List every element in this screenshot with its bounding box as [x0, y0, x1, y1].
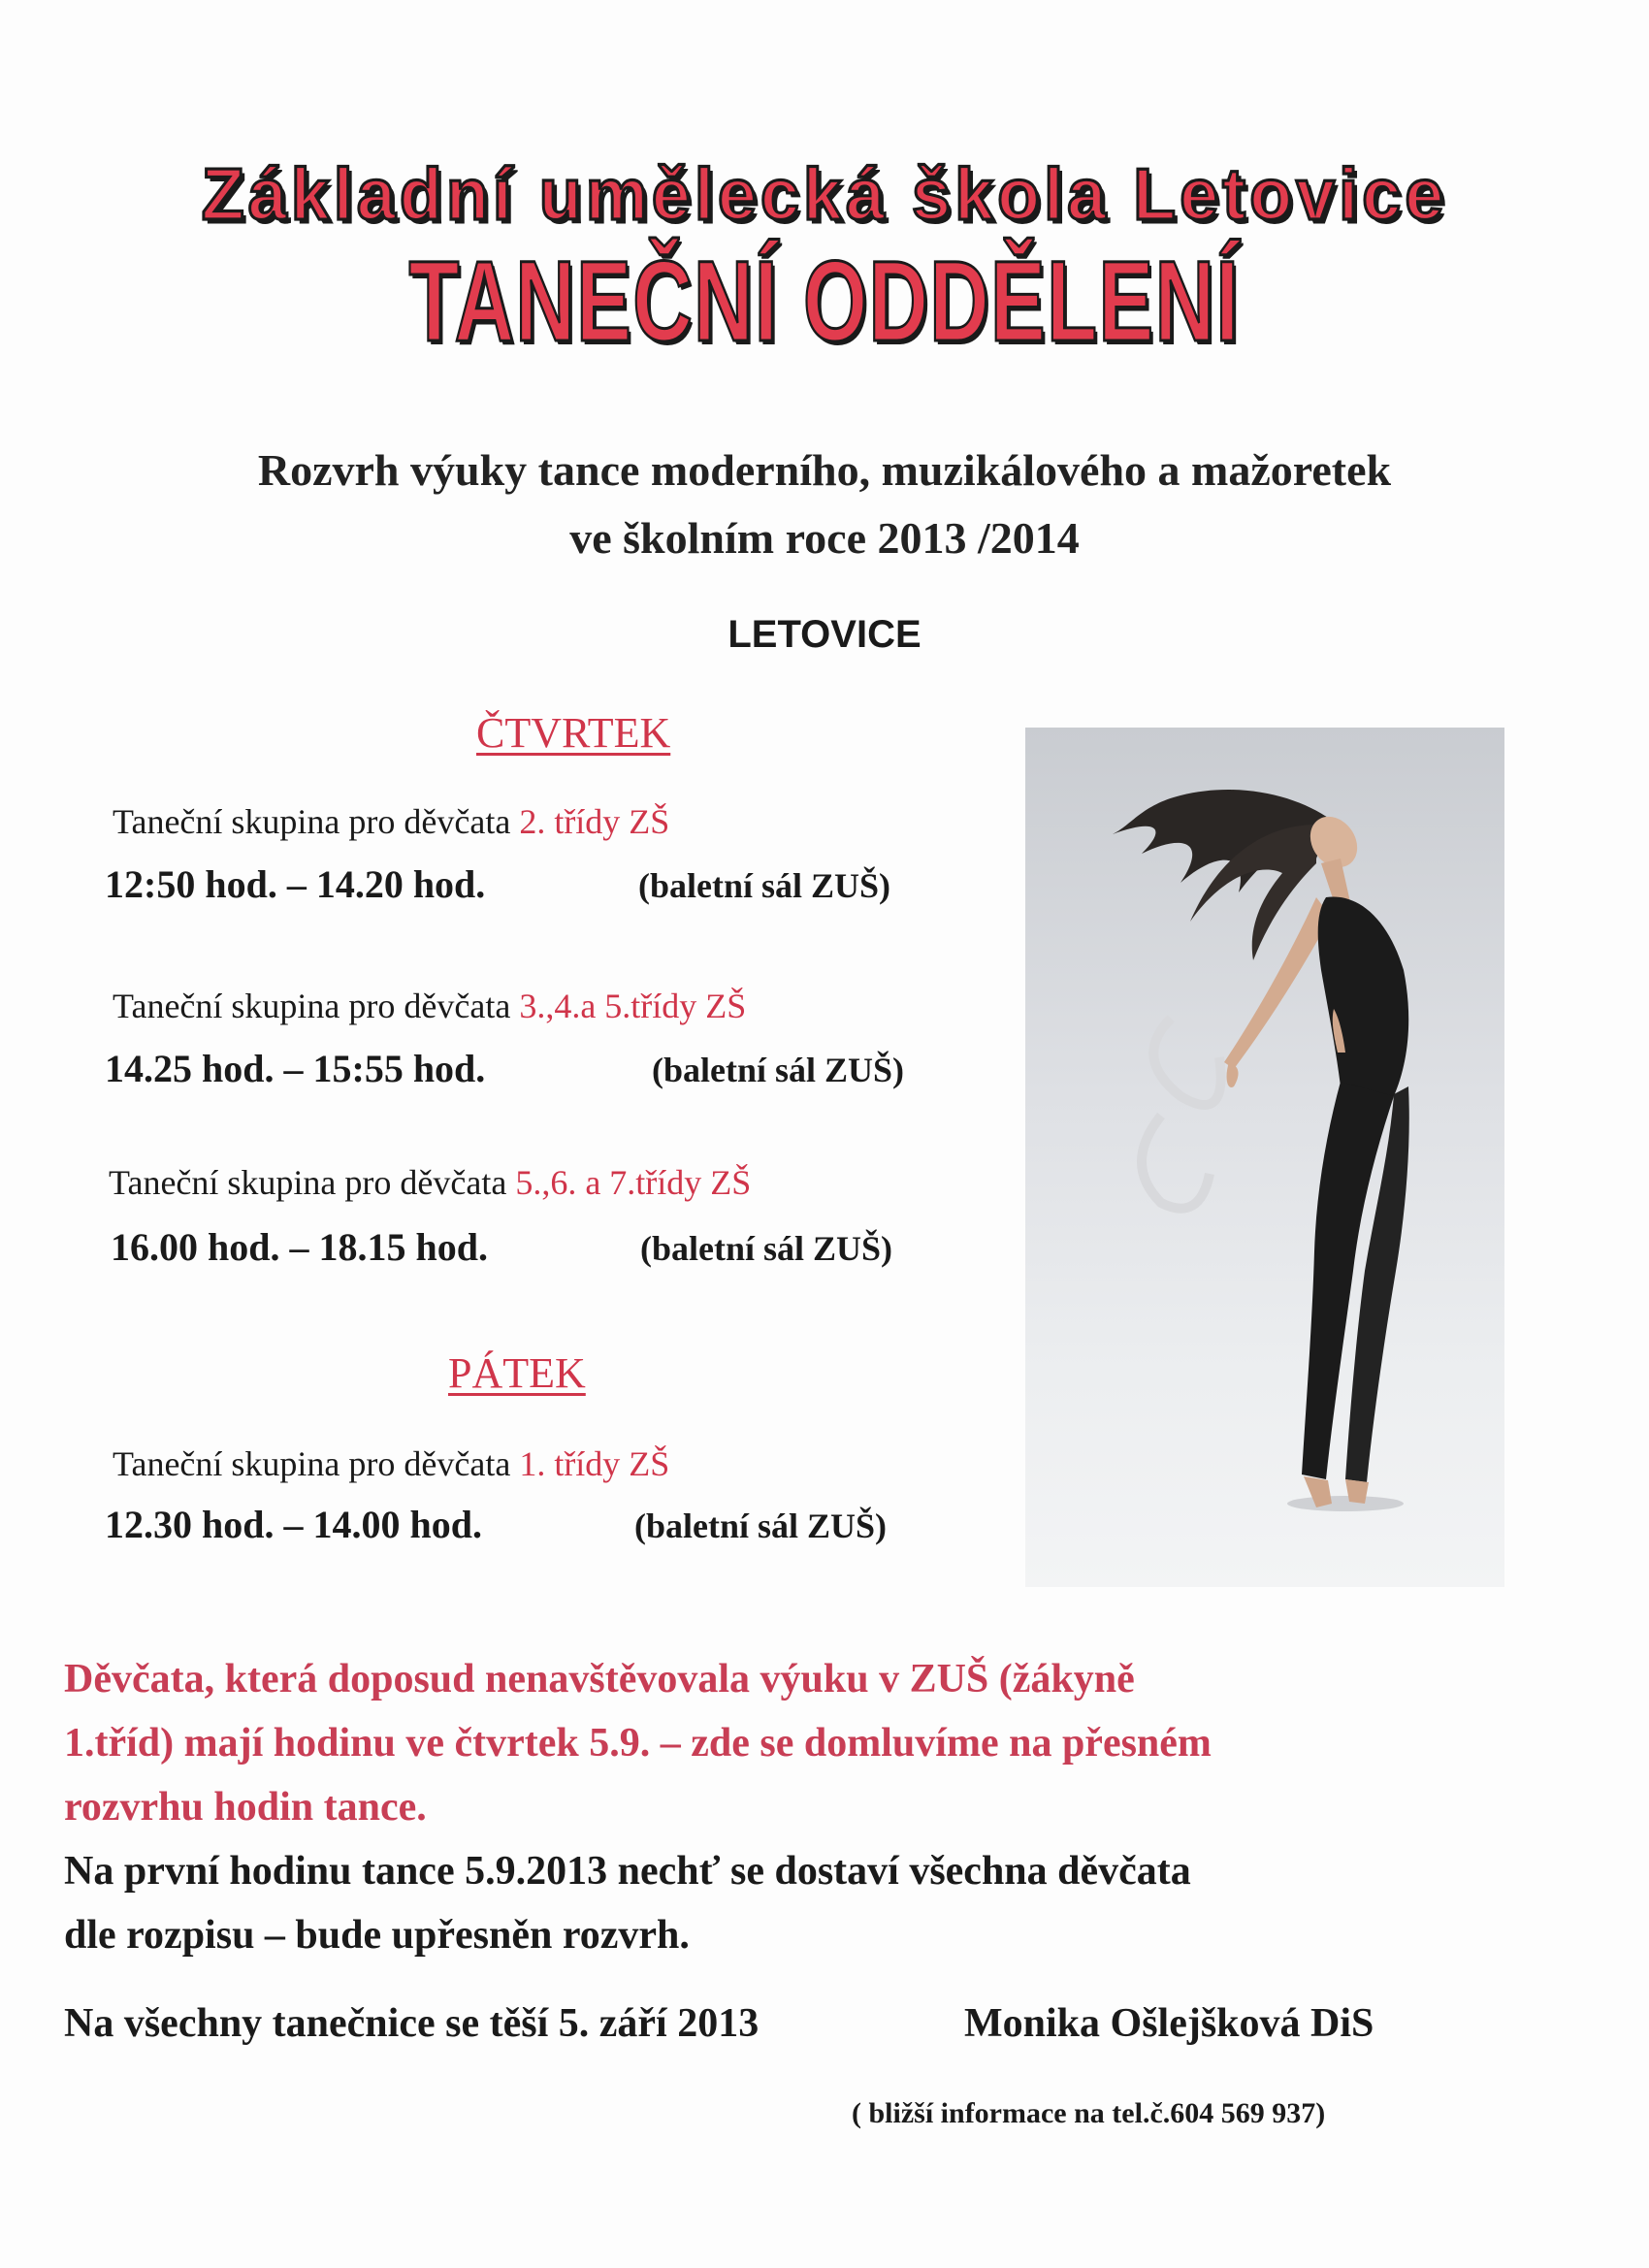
group-time: 12:50 hod. – 14.20 hod. [105, 862, 486, 906]
group-room: (baletní sál ZUŠ) [652, 1051, 905, 1089]
group-room: (baletní sál ZUŠ) [638, 866, 891, 905]
schedule-title-line2: ve školním roce 2013 /2014 [569, 513, 1080, 563]
school-name-heading: Základní umělecká škola Letovice [201, 154, 1448, 236]
closing-text: Na všechny tanečnice se těší 5. září 2013 [64, 2001, 760, 2046]
group-room: (baletní sál ZUŠ) [634, 1507, 888, 1545]
group-room: (baletní sál ZUŠ) [640, 1229, 893, 1268]
beginners-notice [64, 1647, 1471, 1839]
group-label: Taneční skupina pro děvčata [113, 987, 511, 1025]
group-label: Taneční skupina pro děvčata [113, 802, 511, 841]
group-classes: 3.,4.a 5.třídy ZŠ [519, 987, 747, 1025]
group-label: Taneční skupina pro děvčata [113, 1444, 511, 1483]
group-time: 16.00 hod. – 18.15 hod. [111, 1225, 488, 1269]
teacher-name: Monika Ošlejšková DiS [964, 2001, 1374, 2046]
day-heading-thursday: ČTVRTEK [476, 709, 671, 757]
contact-info: ( bližší informace na tel.č.604 569 937) [852, 2097, 1326, 2129]
group-description [113, 986, 746, 1026]
group-time: 12.30 hod. – 14.00 hod. [105, 1503, 482, 1546]
schedule-title-line1: Rozvrh výuky tance moderního, muzikálového a mažoretek [257, 445, 1392, 495]
notice-line: Děvčata, která doposud nenavštěvovala výuku v ZUŠ (žákyně [64, 1657, 1135, 1701]
day-heading-friday: PÁTEK [448, 1349, 586, 1397]
info-line: dle rozpisu – bude upřesněn rozvrh. [64, 1913, 690, 1958]
group-time: 14.25 hod. – 15:55 hod. [105, 1047, 486, 1090]
dancer-silhouette-icon [1025, 728, 1504, 1587]
notice-line: 1.tříd) mají hodinu ve čtvrtek 5.9. – zde se domluvíme na přesném [64, 1721, 1212, 1766]
info-line: Na první hodinu tance 5.9.2013 nechť se dostaví všechna děvčata [64, 1849, 1191, 1894]
department-heading: TANEČNÍ ODDĚLENÍ [408, 238, 1241, 366]
group-description [113, 1443, 669, 1484]
dancer-photo [1025, 728, 1504, 1587]
group-description [109, 1162, 751, 1203]
group-classes: 5.,6. a 7.třídy ZŠ [515, 1163, 752, 1202]
group-label: Taneční skupina pro děvčata [109, 1163, 507, 1202]
group-description [113, 801, 669, 842]
town-label: LETOVICE [728, 613, 922, 656]
notice-line: rozvrhu hodin tance. [64, 1785, 427, 1830]
group-classes: 1. třídy ZŠ [519, 1444, 670, 1483]
first-lesson-info [64, 1839, 1471, 1967]
group-classes: 2. třídy ZŠ [519, 802, 670, 841]
